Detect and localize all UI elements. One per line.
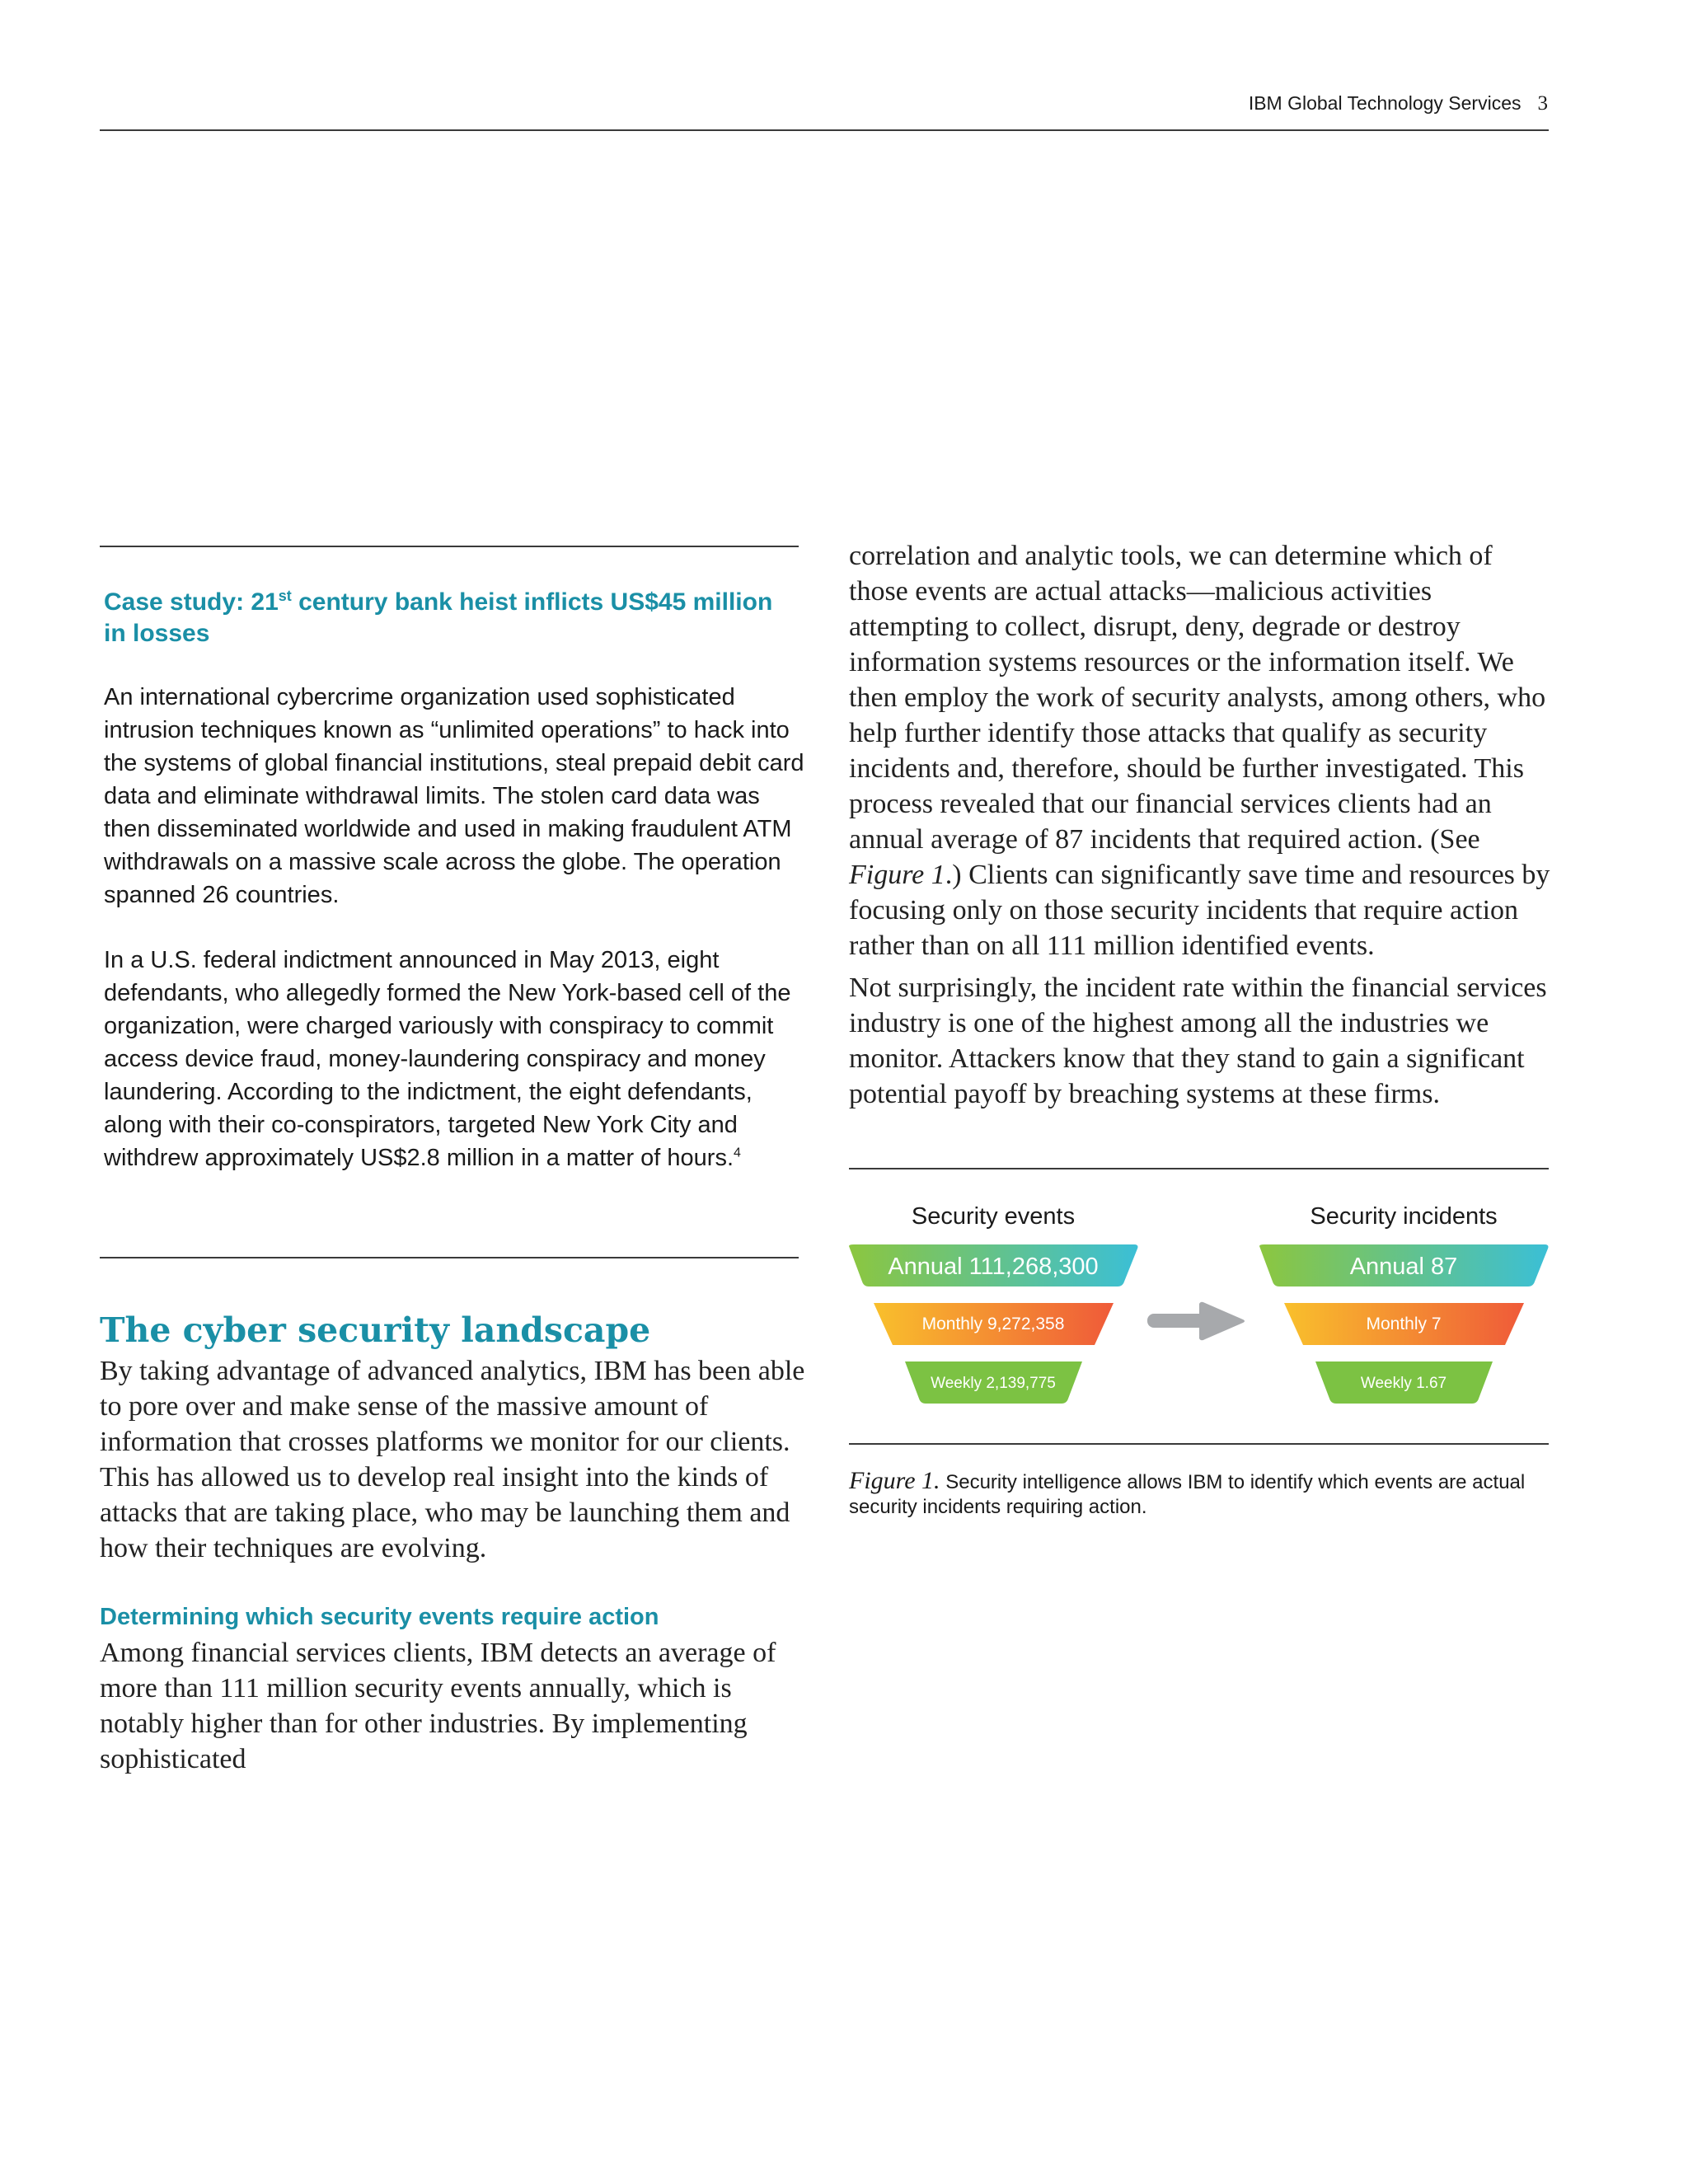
figure-top-rule [849, 1168, 1549, 1169]
case-study-title-prefix: Case study: 21 [104, 588, 279, 616]
case-study-title [104, 587, 796, 649]
security-incidents-funnel [1259, 1244, 1549, 1404]
security-events-funnel [849, 1244, 1138, 1404]
left-monthly-label: Monthly 9,272,358 [921, 1315, 1065, 1333]
header-title: IBM Global Technology Services [1248, 92, 1522, 114]
case-study-title-sup: st [278, 588, 292, 604]
case-study-paragraph-2 [104, 944, 813, 1174]
section-title: The cyber security landscape [100, 1310, 651, 1350]
section-intro: By taking advantage of advanced analytics, IBM has been able to pore over and make sense of the massive amount of information that crosses platforms we monitor for our clients. This has allowed us to develop real insight into the kinds of attacks that are taking place, who may be launching them and how their techniques are evolving. [100, 1356, 805, 1563]
page-number: 3 [1537, 92, 1548, 115]
security-incidents-title: Security incidents [1310, 1203, 1498, 1230]
figure-caption-text: Security intelligence allows IBM to identify which events are actual security incidents requiring action. [849, 1471, 1526, 1518]
right-monthly-label: Monthly 7 [1366, 1315, 1442, 1333]
right-annual-label: Annual 87 [1349, 1254, 1458, 1280]
footnote-marker: 4 [734, 1146, 741, 1160]
case-study-paragraph-1: An international cybercrime organization used sophisticated intrusion techniques known as “unlimited operations” to hack into the systems of global financial institutions, steal prepaid debit card data and eliminate withdrawal limits. The stolen card data was then disseminated worldwide and used in making fraudulent ATM withdrawals on a massive scale across the globe. The operation spanned 26 countries. [104, 684, 804, 908]
figure-caption [849, 1469, 1558, 1520]
subheading: Determining which security events require action [100, 1604, 659, 1630]
case-study-title-rest: century bank heist inflicts US$45 million in losses [104, 588, 773, 647]
left-annual-label: Annual 111,268,300 [888, 1254, 1099, 1280]
figure-caption-label: Figure 1. [849, 1467, 940, 1494]
figure-bottom-rule [849, 1443, 1549, 1445]
case-study-top-rule [100, 546, 799, 547]
right-weekly-label: Weekly 1.67 [1360, 1375, 1447, 1392]
case-study-paragraph-2-text: In a U.S. federal indictment announced in May 2013, eight defendants, who allegedly formed the New York-based cell of the organization, were charged variously with conspiracy to commit access device fraud, money-laundering conspiracy and money laundering. According to the indictment, the eight defendants, along with their co-conspirators, targeted New York City and withdrew approximately US$2.8 million in a matter of hours. [104, 947, 791, 1171]
right-para1-text-b: .) Clients can significantly save time and resources by focusing only on those security incidents that require action rather than on all 111 million identified events. [849, 860, 1550, 961]
right-column-paragraph-2: Not surprisingly, the incident rate within the financial services industry is one of the highest among all the industries we monitor. Attackers know that they stand to gain a significant potential payoff by breaching systems at these firms. [849, 972, 1547, 1109]
page-header [1249, 92, 1548, 115]
subsection-paragraph: Among financial services clients, IBM detects an average of more than 111 million security events annually, which is notably higher than for other industries. By implementing sophisticated [100, 1638, 776, 1774]
right-column-paragraph-1 [849, 538, 1558, 963]
case-study-bottom-rule [100, 1257, 799, 1258]
right-para1-text-a: correlation and analytic tools, we can determine which of those events are actual attacks—malicious activities attempting to collect, disrupt, deny, degrade or destroy information systems resources or the information itself. We then employ the work of security analysts, among others, who help further identify those attacks that qualify as security incidents and, therefore, should be further investigated. This process revealed that our financial services clients had an annual average of 87 incidents that required action. (See [849, 541, 1546, 855]
left-weekly-label: Weekly 2,139,775 [931, 1375, 1056, 1392]
security-funnel-diagram [849, 1240, 1550, 1413]
security-events-title: Security events [911, 1203, 1076, 1230]
figure-reference: Figure 1 [849, 860, 945, 890]
header-rule [100, 129, 1549, 131]
right-arrow-icon [1147, 1302, 1245, 1341]
